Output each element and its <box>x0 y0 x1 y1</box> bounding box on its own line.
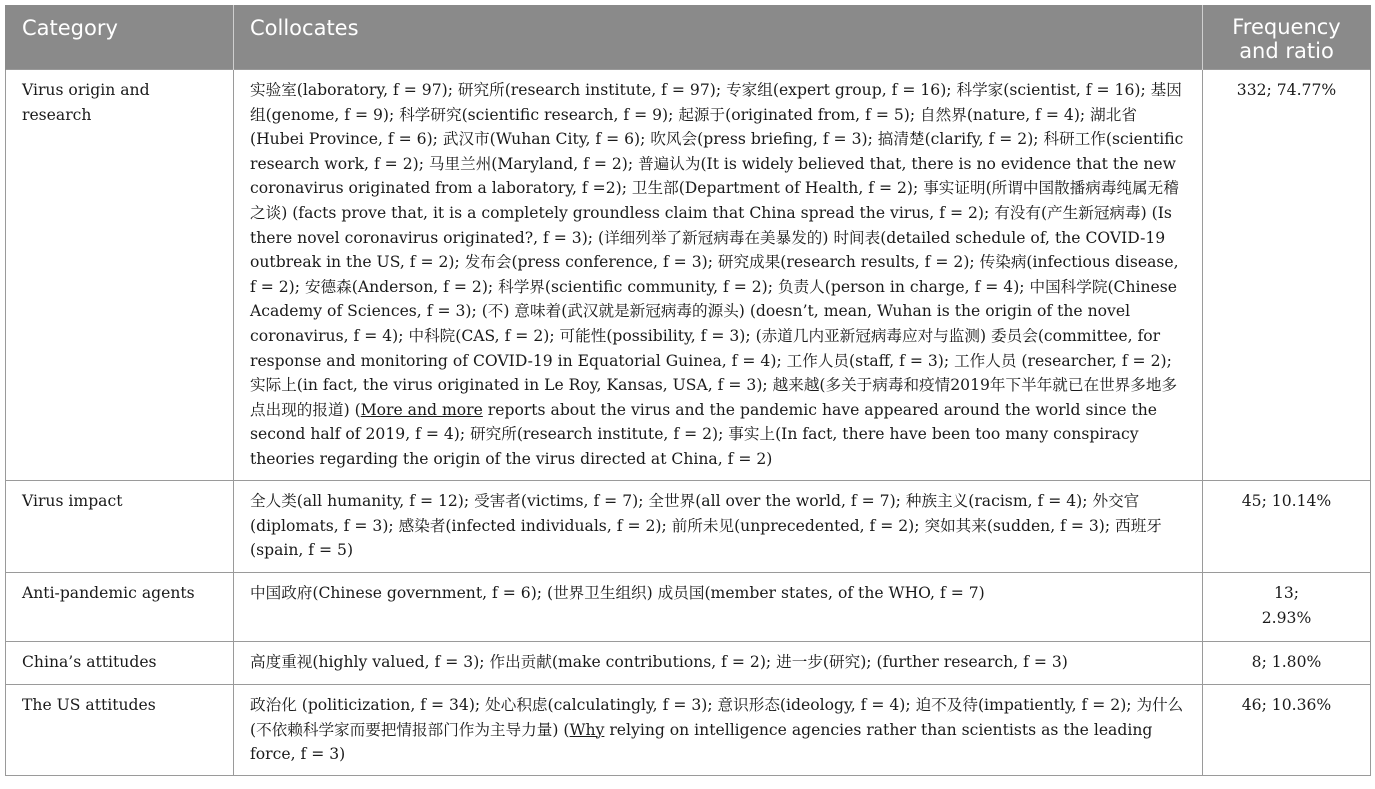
category-cell: The US attitudes <box>6 685 234 776</box>
frequency-cell: 45; 10.14% <box>1203 481 1371 573</box>
collocates-text: 政治化 (politicization, f = 34); 处心积虑(calculatingly, f = 3); 意识形态(ideology, f = 4); 迫不及待(impatiently, f = 2); 为什么(不依赖科学家而要把情报部门作为主导力量) ( <box>250 696 1184 739</box>
collocates-text: 实验室(laboratory, f = 97); 研究所(research institute, f = 97); 专家组(expert group, f = 16); 科学家(scientist, f = 16); 基因组(genome, f = 9); 科学研究(scientific research, f = 9); 起源于(originated from, f = 5); 自然界(nature, f = 4); 湖北省(Hubei Province, f = 6); 武汉市(Wuhan City, f = 6); 吹风会(press briefing, f = 3); 搞清楚(clarify, f = 2); 科研工作(scientific research work, f = 2); 马里兰州(Maryland, f = 2); 普遍认为(It is widely believed that, there is no evidence that the new coronavirus originated from a laboratory, f =2); 卫生部(Department of Health, f = 2); 事实证明(所谓中国散播病毒纯属无稽之谈) (facts prove that, it is a completely groundless claim that China spread the virus, f = 2); 有没有(产生新冠病毒) (Is there novel coronavirus originated?, f = 3); (详细列举了新冠病毒在美暴发的) 时间表(detailed schedule of, the COVID-19 outbreak in the US, f = 2); 发布会(press conference, f = 3); 研究成果(research results, f = 2); 传染病(infectious disease, f = 2); 安德森(Anderson, f = 2); 科学界(scientific community, f = 2); 负责人(person in charge, f = 4); 中国科学院(Chinese Academy of Sciences, f = 3); (不) 意味着(武汉就是新冠病毒的源头) (doesn’t, mean, Wuhan is the origin of the novel coronavirus, f = 4); 中科院(CAS, f = 2); 可能性(possibility, f = 3); (赤道几内亚新冠病毒应对与监测) 委员会(committee, for response and monitoring of COVID-19 in Equatorial Guinea, f = 4); 工作人员(staff, f = 3); 工作人员 (researcher, f = 2); 实际上(in fact, the virus originated in Le Roy, Kansas, USA, f = 3); 越来越(多关于病毒和疫情2019年下半年就已在世界多地多点出现的报道) ( <box>250 81 1184 419</box>
frequency-line2: 2.93% <box>1261 608 1312 627</box>
header-frequency-line2: and ratio <box>1239 39 1334 63</box>
table-row <box>6 70 1371 481</box>
header-category: Category <box>6 5 234 70</box>
collocates-cell: 全人类(all humanity, f = 12); 受害者(victims, f = 7); 全世界(all over the world, f = 7); 种族主义(racism, f = 4); 外交官 (diplomats, f = 3); 感染者(infected individuals, f = 2); 前所未见(unprecedented, f = 2); 突如其来(sudden, f = 3); 西班牙 (spain, f = 5) <box>234 481 1203 573</box>
header-frequency <box>1203 5 1371 70</box>
table-row <box>6 685 1371 776</box>
frequency-cell: 46; 10.36% <box>1203 685 1371 776</box>
collocates-underlined-text: Why <box>569 720 605 739</box>
frequency-cell: 8; 1.80% <box>1203 642 1371 685</box>
category-cell: Virus impact <box>6 481 234 573</box>
collocates-cell: 中国政府(Chinese government, f = 6); (世界卫生组织) 成员国(member states, of the WHO, f = 7) <box>234 573 1203 642</box>
collocates-text: relying on intelligence agencies rather than scientists as the leading force, f = 3) <box>250 720 1153 764</box>
collocates-text: reports about the virus and the pandemic have appeared around the world since the second half of 2019, f = 4); 研究所(research institute, f = 2); 事实上(In fact, there have been too many conspiracy theories regarding the origin of the virus directed at China, f = 2) <box>250 400 1157 468</box>
frequency-line1: 13; <box>1273 584 1300 602</box>
table-row <box>6 573 1371 642</box>
category-cell: Virus origin and research <box>6 70 234 481</box>
header-row <box>6 5 1371 70</box>
frequency-cell: 332; 74.77% <box>1203 70 1371 481</box>
table-row <box>6 481 1371 573</box>
category-cell: Anti-pandemic agents <box>6 573 234 642</box>
collocates-underlined-text: More and more <box>360 400 483 419</box>
header-collocates: Collocates <box>234 5 1203 70</box>
collocates-cell <box>234 685 1203 776</box>
collocates-table <box>5 5 1371 776</box>
table-row <box>6 642 1371 685</box>
collocates-cell: 高度重视(highly valued, f = 3); 作出贡献(make contributions, f = 2); 进一步(研究); (further research, f = 3) <box>234 642 1203 685</box>
header-frequency-line1: Frequency <box>1232 15 1341 39</box>
category-cell: China’s attitudes <box>6 642 234 685</box>
collocates-cell <box>234 70 1203 481</box>
frequency-cell <box>1203 573 1371 642</box>
